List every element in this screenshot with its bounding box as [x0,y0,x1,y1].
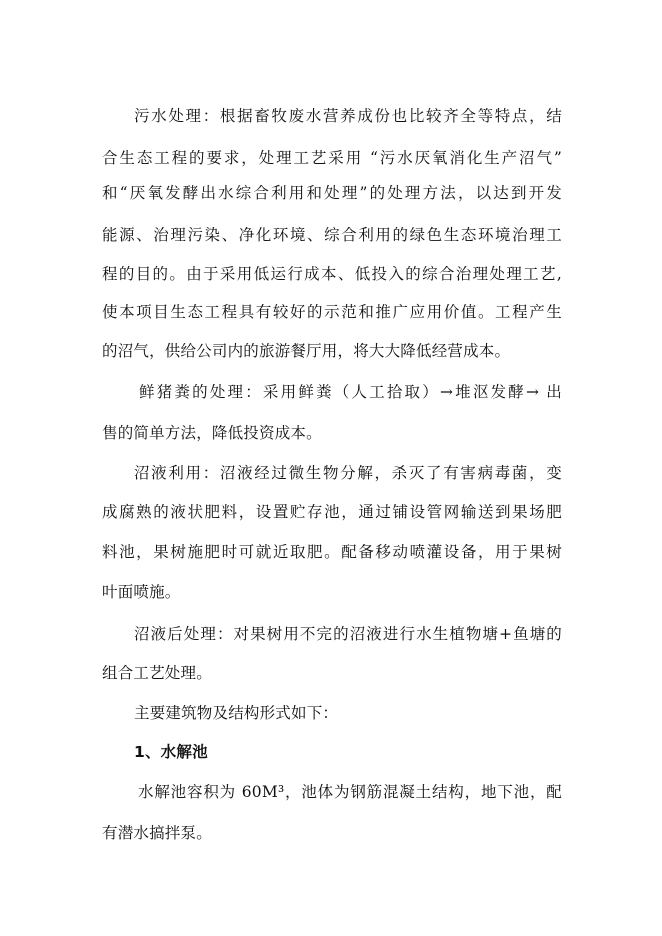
paragraph-line: 有潜水搞拌泵。 [102,824,212,842]
paragraph-line: 合生态工程的要求，处理工艺采用 “污水厌氧消化生产沼气” [102,149,562,167]
paragraph-line: 成腐熟的液状肥料，设置贮存池，通过铺设管网输送到果场肥 [102,503,562,521]
section-heading: 1、水解池 [134,743,208,761]
paragraph-line: 能源、治理污染、净化环境、综合利用的绿色生态环境治理工 [102,226,562,244]
paragraph-line: 使本项目生态工程具有较好的示范和推广应用价值。工程产生 [102,303,562,321]
paragraph-line: 主要建筑物及结构形式如下： [134,704,339,722]
paragraph-line: 沼液利用：沼液经过微生物分解，杀灭了有害病毒菌，变 [134,464,562,482]
paragraph-line: 的沼气，供给公司内的旅游餐厅用，将大大降低经营成本。 [102,342,511,360]
paragraph-line: 水解池容积为 60M³，池体为钢筋混凝土结构，地下池，配 [138,783,562,801]
paragraph-line: 鲜猪粪的处理：采用鲜粪（人工拾取）→堆沤发酵→ 出 [139,383,562,401]
paragraph-line: 沼液后处理：对果树用不完的沼液进行水生植物塘+鱼塘的 [134,625,562,643]
paragraph-line: 污水处理：根据畜牧废水营养成份也比较齐全等特点，结 [134,107,562,125]
paragraph-line: 料池，果树施肥时可就近取肥。配备移动喷灌设备，用于果树 [102,543,562,561]
paragraph-line: 程的目的。由于采用低运行成本、低投入的综合治理处理工艺, [102,265,562,283]
paragraph-line: 和“厌氧发酵出水综合利用和处理”的处理方法，以达到开发 [102,184,562,202]
paragraph-line: 售的简单方法，降低投资成本。 [102,424,322,442]
paragraph-line: 组合工艺处理。 [102,664,212,682]
paragraph-line: 叶面喷施。 [102,583,181,601]
